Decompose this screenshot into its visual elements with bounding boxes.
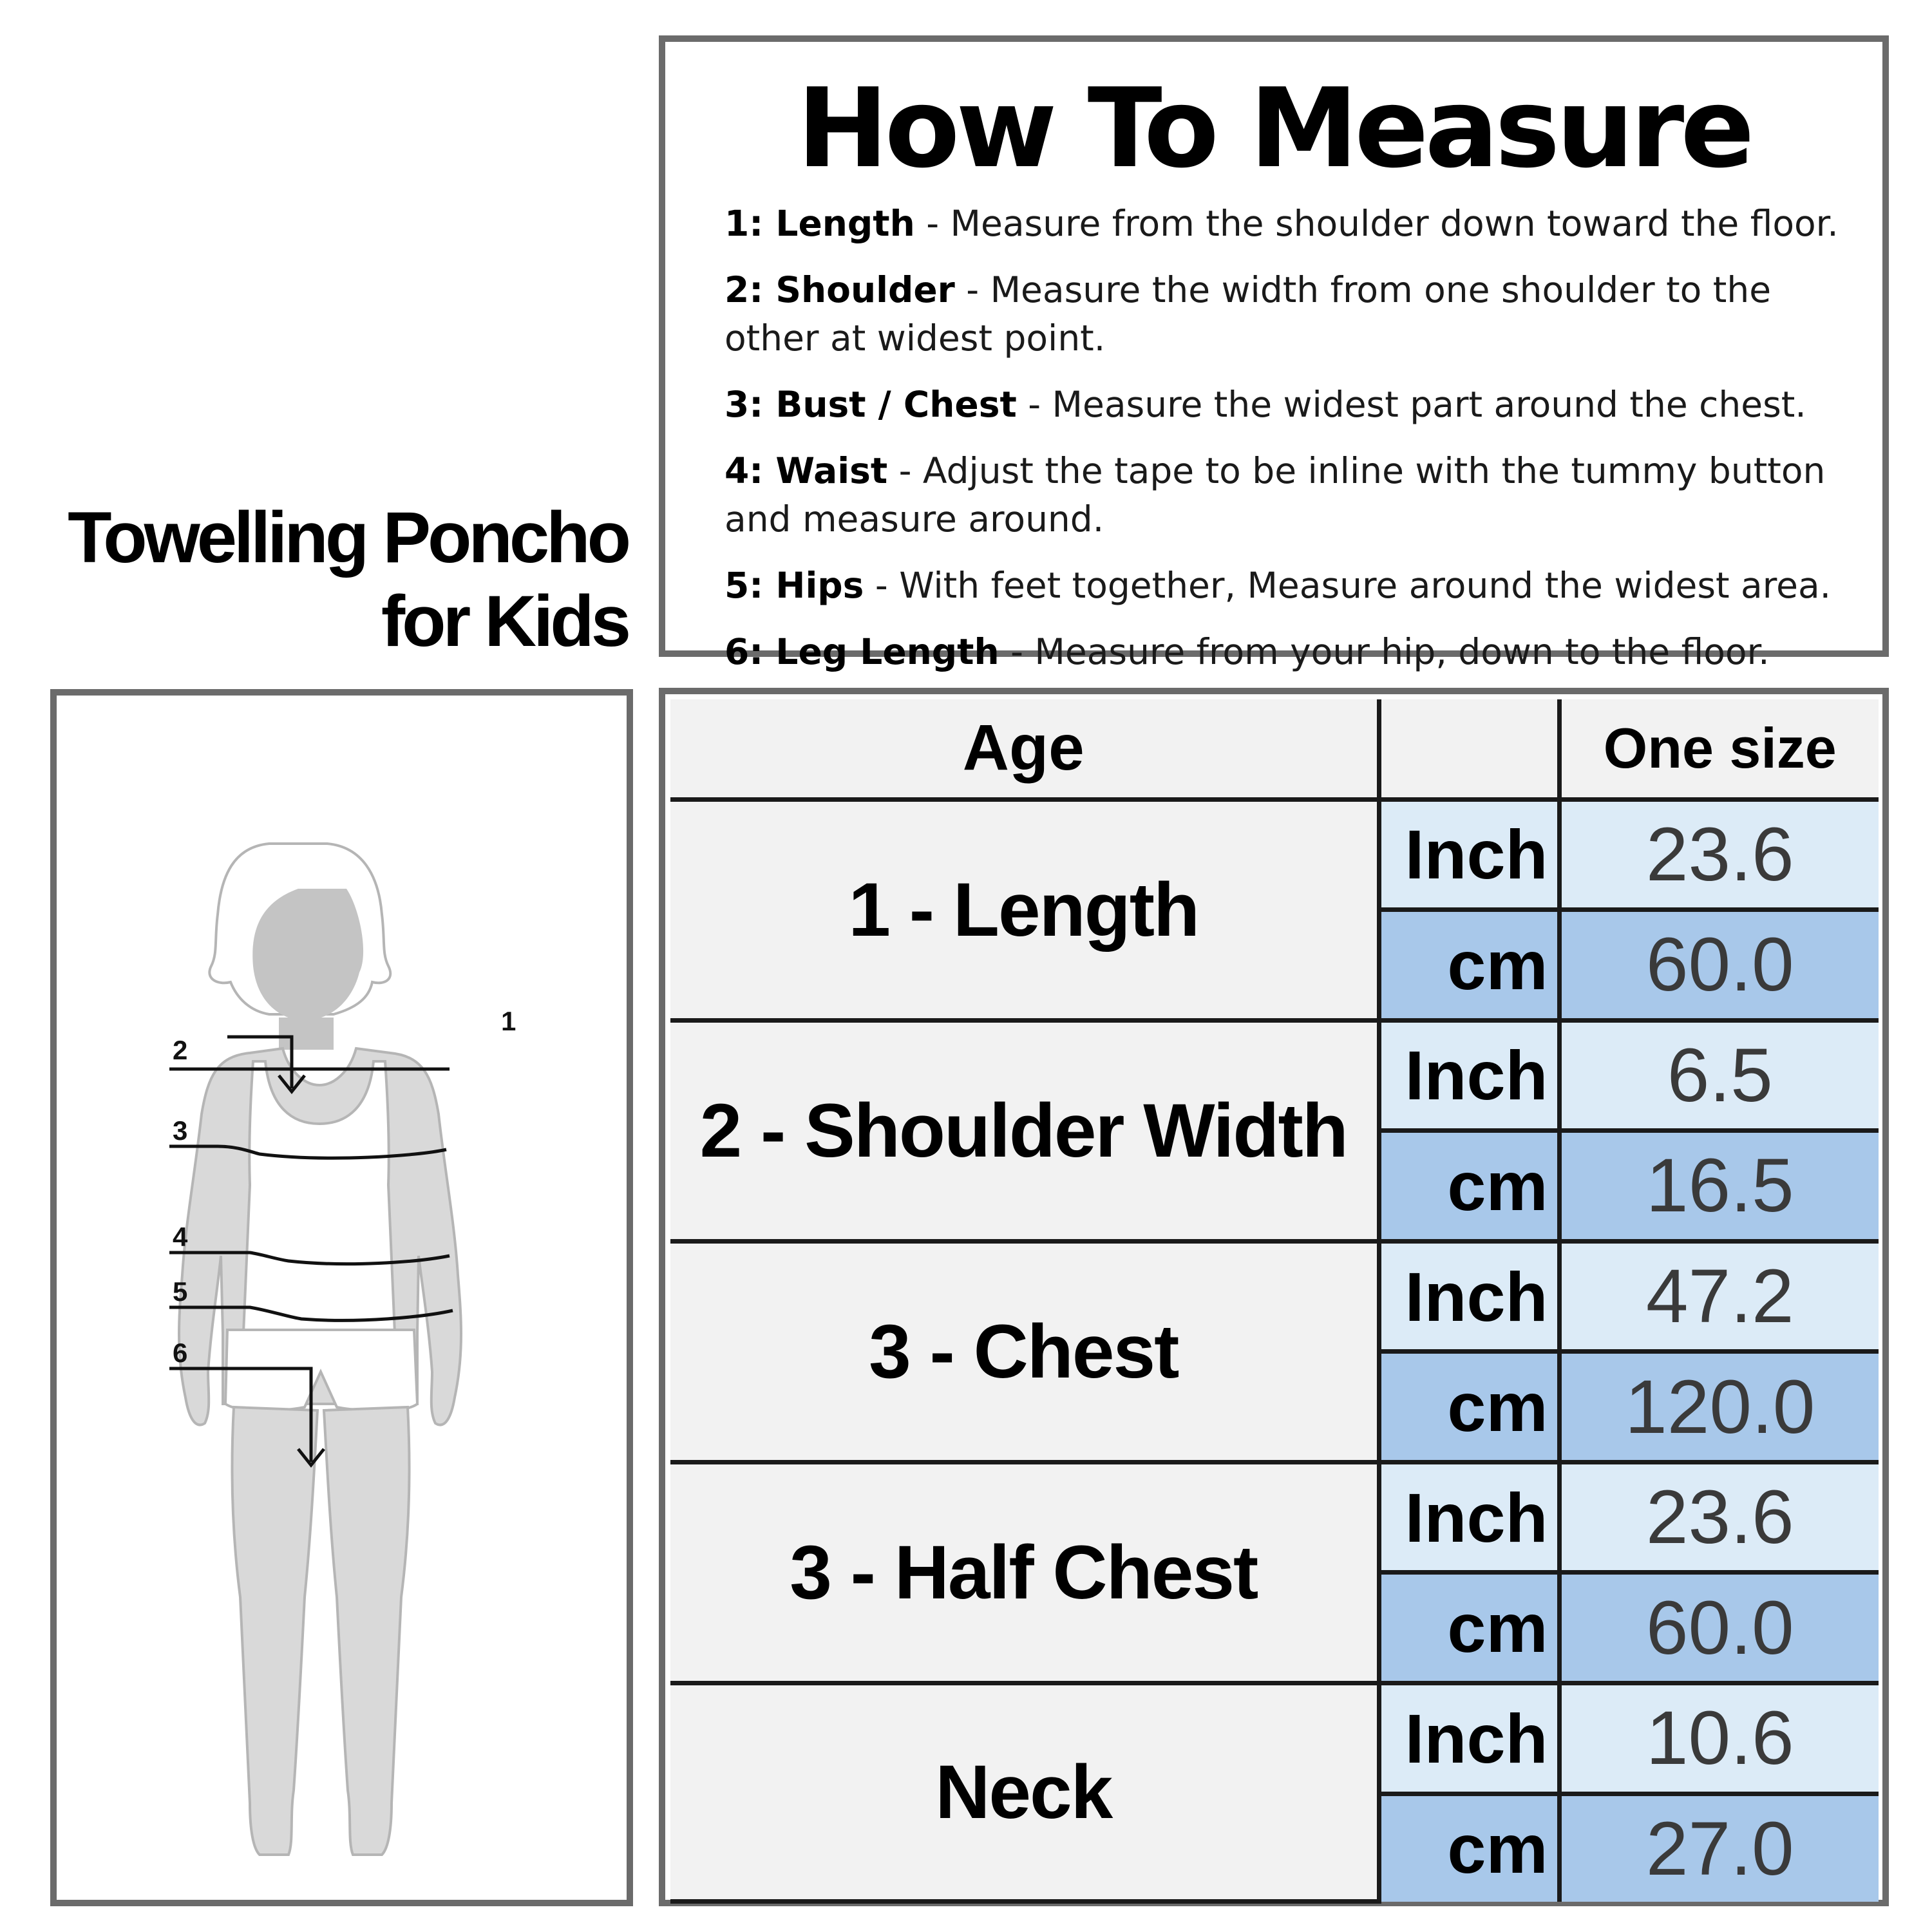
measure-step-text: - Adjust the tape to be inline with the tummy button and measure around. [724, 450, 1826, 540]
measurement-name: 3 - Chest [670, 1241, 1379, 1462]
measure-step-label: 5: Hips [724, 565, 864, 606]
marker-1: 1 [501, 1006, 516, 1036]
one-size-header: One size [1559, 699, 1879, 799]
unit-header [1379, 699, 1559, 799]
body-measurement-figure [50, 689, 633, 1906]
marker-2: 2 [173, 1035, 188, 1065]
table-row [670, 799, 1879, 910]
marker-6: 6 [173, 1338, 188, 1368]
size-value: 16.5 [1559, 1131, 1879, 1242]
unit-label: cm [1379, 1573, 1559, 1683]
unit-label: cm [1379, 1794, 1559, 1901]
measure-step [724, 447, 1857, 544]
unit-label: cm [1379, 1352, 1559, 1463]
unit-label: Inch [1379, 1462, 1559, 1573]
measure-steps-list [724, 200, 1857, 694]
marker-5: 5 [173, 1276, 188, 1307]
measurement-name: 1 - Length [670, 799, 1379, 1020]
measure-step-text: - Measure from your hip, down to the floor. [999, 631, 1770, 672]
unit-label: Inch [1379, 1683, 1559, 1794]
measure-step [724, 381, 1857, 429]
marker-3: 3 [173, 1115, 188, 1146]
size-value: 23.6 [1559, 1462, 1879, 1573]
measure-step [724, 628, 1857, 676]
child-silhouette-illustration [57, 696, 627, 1900]
size-value: 23.6 [1559, 799, 1879, 910]
unit-label: cm [1379, 1131, 1559, 1242]
size-value: 10.6 [1559, 1683, 1879, 1794]
table-row [670, 1241, 1879, 1352]
table-row [670, 1683, 1879, 1794]
measure-step-text: - Measure from the shoulder down toward the floor. [914, 203, 1839, 244]
measure-step-label: 6: Leg Length [724, 631, 999, 672]
unit-label: Inch [1379, 1241, 1559, 1352]
size-value: 27.0 [1559, 1794, 1879, 1901]
product-title-line2: for Kids [381, 581, 628, 661]
marker-4: 4 [173, 1222, 188, 1252]
measurement-name: 2 - Shoulder Width [670, 1020, 1379, 1241]
size-chart-table [670, 699, 1879, 1904]
unit-label: Inch [1379, 799, 1559, 910]
measurement-name: 3 - Half Chest [670, 1462, 1379, 1683]
age-header: Age [670, 699, 1379, 799]
child-silhouette-icon [179, 844, 461, 1855]
size-value: 6.5 [1559, 1020, 1879, 1131]
size-value: 60.0 [1559, 1573, 1879, 1683]
measure-step-text: - Measure the width from one shoulder to the other at widest point. [724, 269, 1772, 359]
size-value: 47.2 [1559, 1241, 1879, 1352]
measure-step-label: 4: Waist [724, 450, 888, 491]
size-chart-panel [659, 688, 1889, 1906]
measure-step [724, 562, 1857, 610]
measure-step-label: 2: Shoulder [724, 269, 955, 310]
measure-step [724, 266, 1857, 363]
size-value: 60.0 [1559, 910, 1879, 1021]
measure-step-label: 3: Bust / Chest [724, 384, 1017, 425]
size-value: 120.0 [1559, 1352, 1879, 1463]
how-to-measure-panel [659, 35, 1889, 672]
measure-step-text: - With feet together, Measure around the widest area. [864, 565, 1832, 606]
unit-label: cm [1379, 910, 1559, 1021]
how-to-measure-heading: How To Measure [797, 65, 1751, 193]
table-header-row [670, 699, 1879, 799]
product-title [26, 496, 628, 663]
table-row [670, 1462, 1879, 1573]
unit-label: Inch [1379, 1020, 1559, 1131]
measure-step-label: 1: Length [724, 203, 915, 244]
table-row [670, 1020, 1879, 1131]
measurement-name: Neck [670, 1683, 1379, 1902]
measure-step-text: - Measure the widest part around the chest. [1016, 384, 1806, 425]
measure-step [724, 200, 1857, 248]
product-title-line1: Towelling Poncho [68, 497, 628, 578]
